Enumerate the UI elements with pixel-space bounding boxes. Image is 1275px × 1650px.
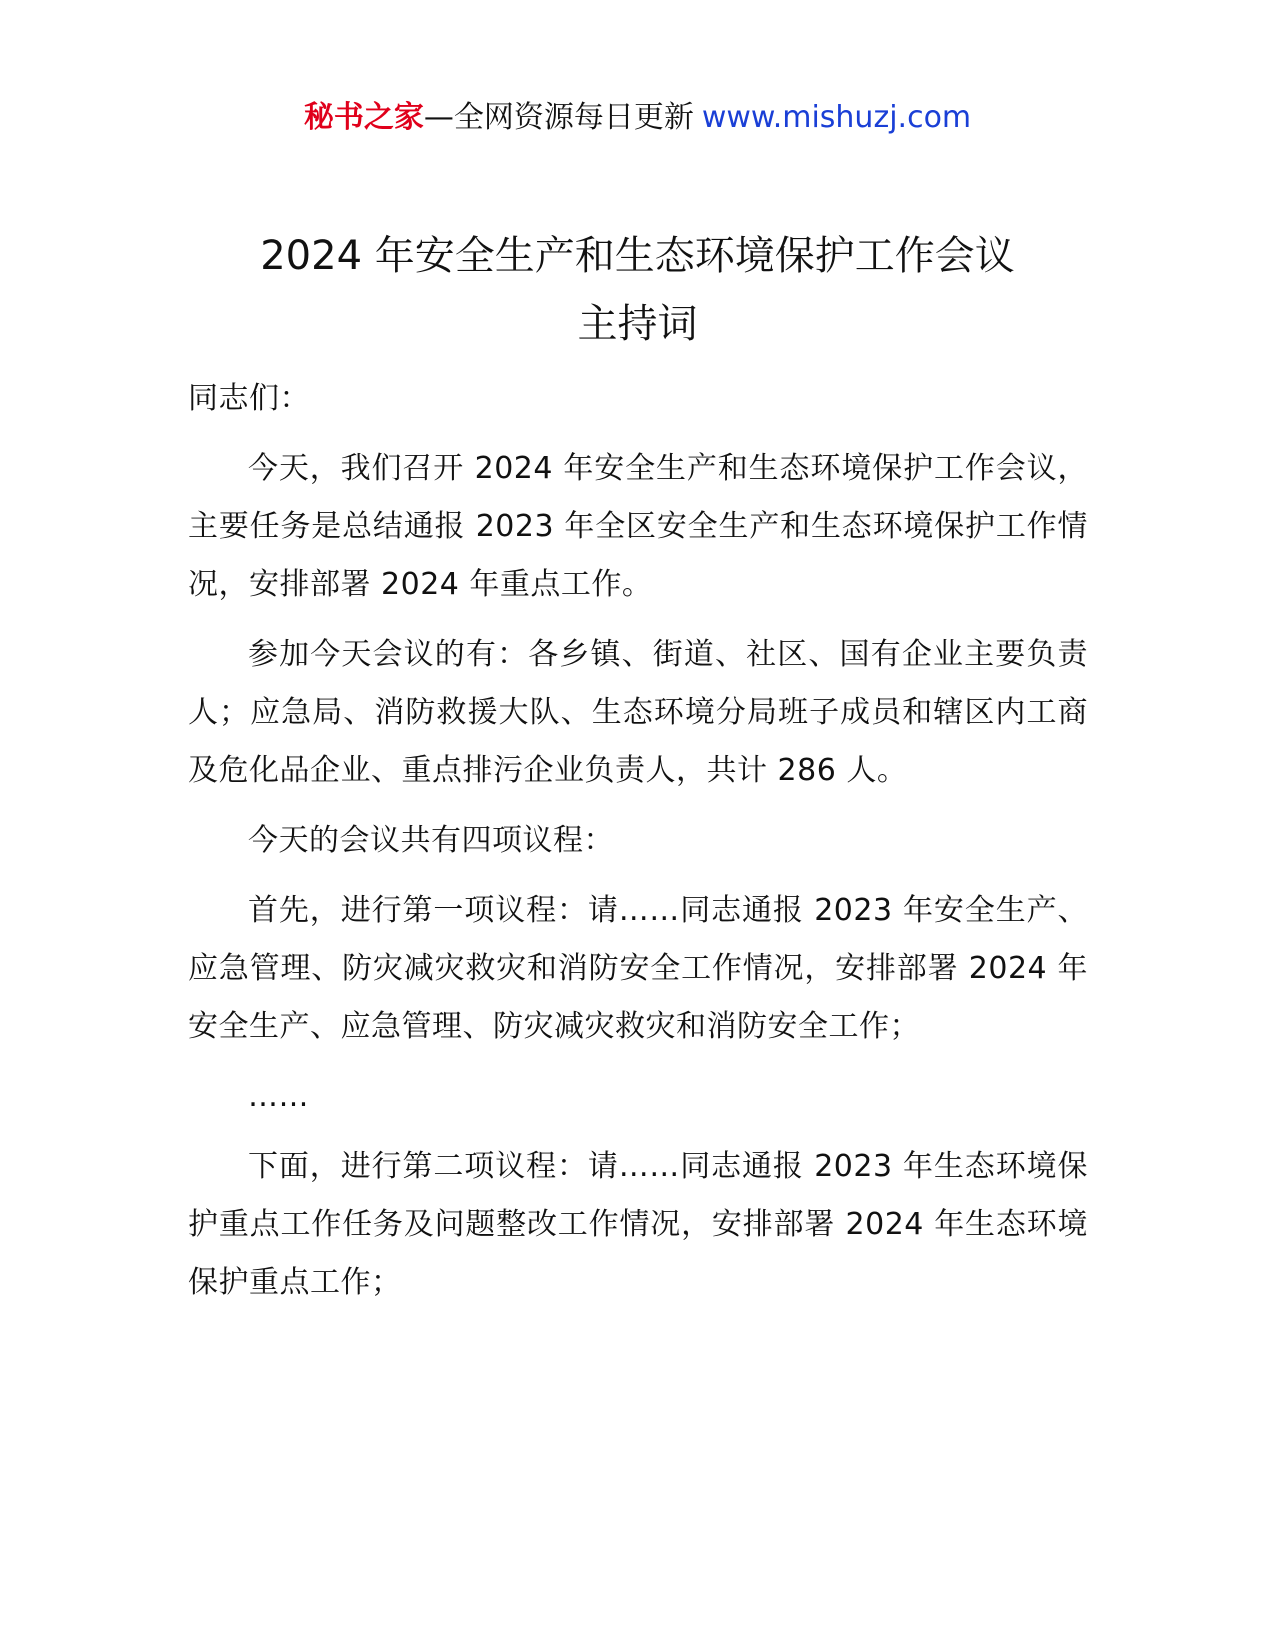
paragraph-agenda-item-1: 首先，进行第一项议程：请……同志通报 2023 年安全生产、应急管理、防灾减灾救灾和消防安全工作情况，安排部署 2024 年安全生产、应急管理、防灾减灾救灾和消防安全工作； [188, 893, 1088, 1044]
paragraph-agenda-intro: 今天的会议共有四项议程： [248, 823, 614, 858]
title-line-2: 主持词 [577, 301, 698, 347]
document-body [188, 370, 1088, 1324]
site-url-link[interactable]: www.mishuzj.com [701, 100, 972, 135]
salutation: 同志们： [188, 381, 310, 416]
site-tagline: —全网资源每日更新 [423, 100, 694, 135]
paragraph-ellipsis: …… [248, 1079, 309, 1114]
paragraph-opening: 今天，我们召开 2024 年安全生产和生态环境保护工作会议，主要任务是总结通报 2023 年全区安全生产和生态环境保护工作情况，安排部署 2024 年重点工作。 [188, 451, 1088, 602]
site-brand: 秘书之家 [303, 100, 424, 135]
document-title [0, 222, 1275, 358]
paragraph-agenda-item-2: 下面，进行第二项议程：请……同志通报 2023 年生态环境保护重点工作任务及问题整改工作情况，安排部署 2024 年生态环境保护重点工作； [188, 1149, 1088, 1300]
paragraph-attendees: 参加今天会议的有：各乡镇、街道、社区、国有企业主要负责人；应急局、消防救援大队、生态环境分局班子成员和辖区内工商及危化品企业、重点排污企业负责人，共计 286 人。 [188, 637, 1088, 788]
site-header [0, 95, 1275, 141]
title-line-1: 2024 年安全生产和生态环境保护工作会议 [260, 233, 1015, 279]
